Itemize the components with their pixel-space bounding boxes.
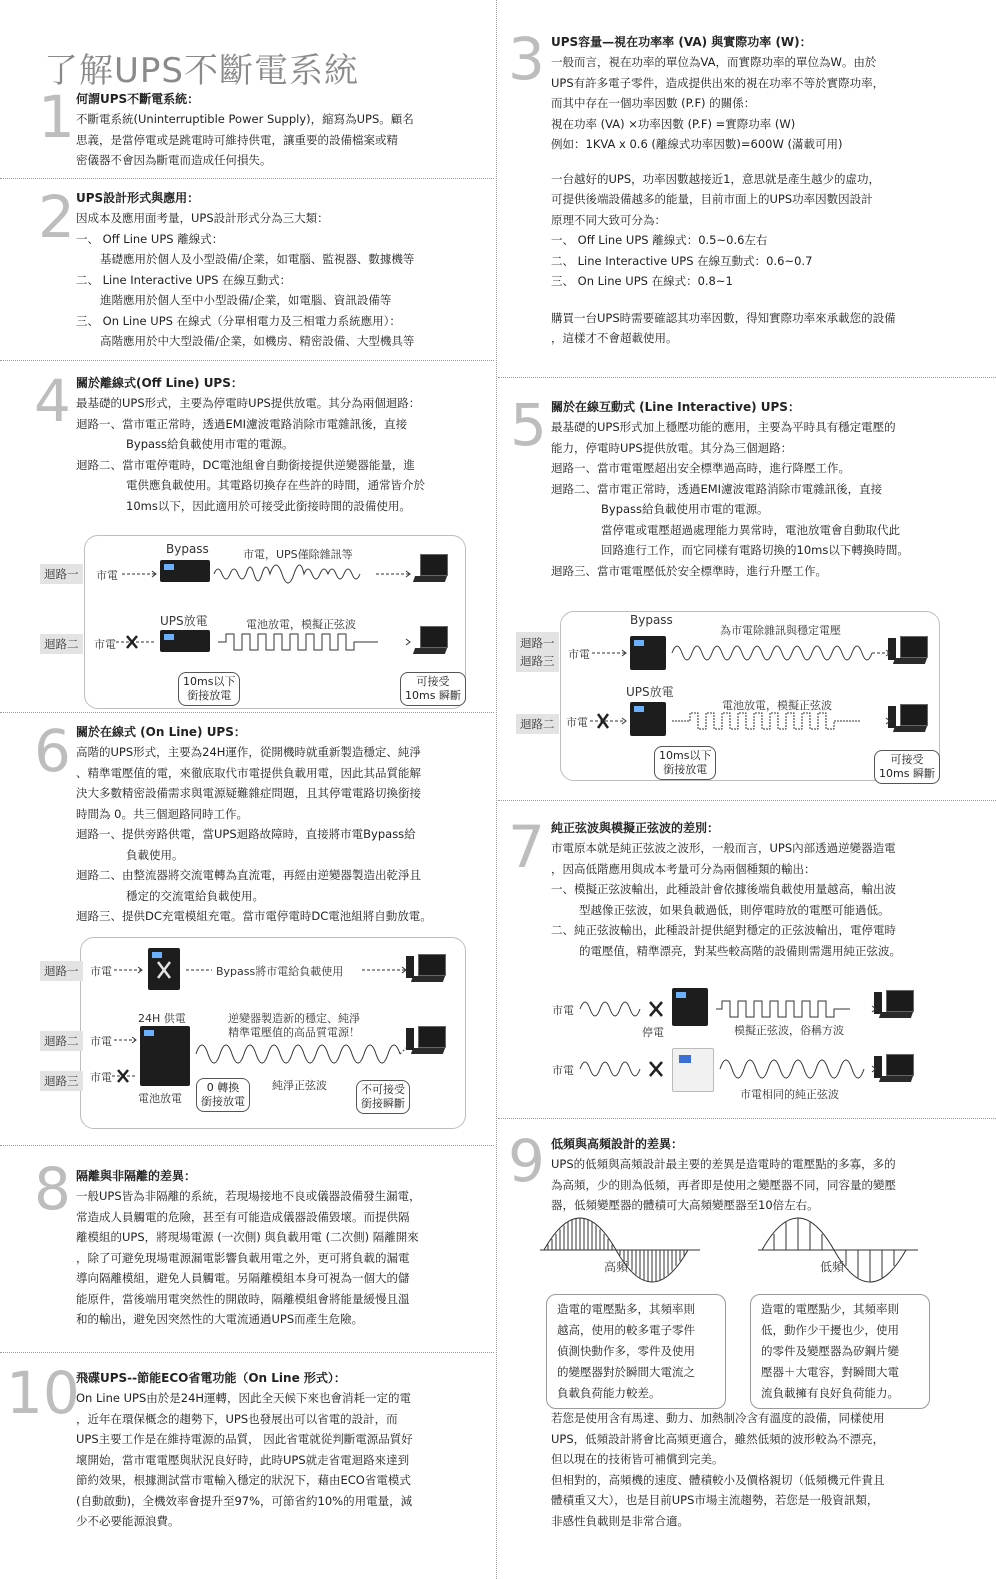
section-number: 9: [508, 1127, 545, 1195]
list-item: 一、 Off Line UPS 離線式：: [76, 231, 224, 246]
text-line: 可提供後端設備越多的能量，目前市面上的UPS功率因數因設計: [551, 192, 873, 206]
wave-label: 市電，UPS僅除雜訊等: [243, 548, 353, 561]
section-title: 飛碟UPS--節能ECO省電功能（On Line 形式）：: [76, 1371, 346, 1385]
text-line: 高階應用於中大型設備/企業，如機房、精密設備、大型機具等: [100, 334, 415, 348]
section-title: 低頻與高頻設計的差異：: [551, 1137, 684, 1151]
text-line: 能力，停電時UPS提供放電。其分為三個迴路：: [551, 440, 793, 455]
text-line: 視在功率 (VA) ×功率因數 (P.F) =實際功率 (W): [551, 116, 796, 131]
mains-label: 市電: [94, 638, 116, 651]
section-number: 6: [34, 717, 71, 785]
text-line: 一般UPS皆為非隔離的系統，若現場接地不良或儀器設備發生漏電，: [76, 1189, 421, 1203]
text-line: UPS，低頻設計將會比高頻更適合，雖然低頻的波形較為不漂亮，: [551, 1431, 885, 1446]
text-line: 負載使用。: [126, 847, 184, 862]
text-line: 穩定的交流電給負載使用。: [126, 888, 264, 903]
bypass-label: Bypass: [166, 542, 209, 556]
text-line: 迴路二、由整流器將交流電轉為直流電，再經由逆變器製造出乾淨且: [76, 868, 421, 882]
text-line: (自動啟動)，全機效率會提升至97%，可節省約10%的用電量，減: [76, 1493, 413, 1508]
list-item: 二、 Line Interactive UPS 在線互動式：: [76, 272, 292, 287]
text-line: 當停電或電壓超過處理能力異常時，電池放電會自動取代此: [601, 522, 900, 537]
text-line: 思義，是當停電或是跳電時可維持供電，讓重要的設備檔案或精: [76, 132, 398, 147]
text-line: 但相對的，高頻機的速度、體積較小及價格親切（低頻機元件貴且: [551, 1472, 885, 1487]
text-line: 例如：1KVA x 0.6 (離線式功率因數)=600W (滿載可用): [551, 137, 843, 151]
text-line: 造電的電壓點多，其頻率則: [557, 1302, 695, 1316]
section-title: 隔離與非隔離的差異：: [76, 1169, 197, 1183]
text-line: 因成本及應用面考量，UPS設計形式分為三大類：: [76, 211, 329, 225]
text-line: 購買一台UPS時需要確認其功率因數，得知實際功率來承載您的設備: [551, 310, 896, 325]
text-line: 的變壓器對於瞬間大電流之: [557, 1365, 695, 1379]
text-line: 壞開始，當市電電壓與狀況良好時，此時UPS就走省電迴路來達到: [76, 1452, 410, 1467]
text-line: 負載負荷能力較差。: [557, 1386, 661, 1400]
list-item: 一、 Off Line UPS 離線式：0.5~0.6左右: [551, 233, 768, 247]
text-line: 迴路一、當市電電壓超出安全標準過高時，進行降壓工作。: [551, 461, 850, 475]
loop-label: 迴路三: [40, 1071, 83, 1091]
tolerance-callout: 可接受 10ms 瞬斷: [874, 750, 940, 784]
text-line: 原理不同大致可分為：: [551, 212, 666, 227]
text-line: 基礎應用於個人及小型設備/企業，如電腦、監視器、數據機等: [100, 252, 415, 266]
text-line: 節約效果，根據測試當市電輸入穩定的狀況下，藉由ECO省電模式: [76, 1473, 411, 1487]
text-line: UPS主要工作是在維持電源的品質， 因此省電就從判斷電源品質好: [76, 1432, 413, 1446]
text-line: ，這樣才不會超載使用。: [551, 331, 678, 345]
outage-label: 停電: [642, 1026, 664, 1039]
text-line: 造電的電壓點少，其頻率則: [761, 1302, 899, 1316]
section-eco-mode: [76, 1368, 413, 1532]
h24-label: 24H 供電: [138, 1012, 186, 1025]
text-line: 越高，使用的較多電子零件: [557, 1323, 695, 1337]
text-line: 迴路一、提供旁路供電，當UPS迴路故障時，直接將市電Bypass給: [76, 827, 416, 841]
inverter-label: 逆變器製造新的穩定、純淨 精準電壓值的高品質電源！: [228, 1012, 360, 1039]
bypass-label: Bypass: [630, 613, 673, 627]
text-line: 若您是使用含有馬達、動力、加熱制冷含有溫度的設備，同樣使用: [551, 1411, 885, 1425]
section-number: 7: [508, 813, 545, 881]
text-line: 壓器＋大電容，對瞬間大電: [761, 1365, 899, 1379]
zero-switch-callout: 0 轉換 銜接放電: [196, 1078, 250, 1112]
text-line: 回路進行工作，而它同樣有電路切換的10ms以下轉換時間。: [601, 543, 909, 557]
simulated-sine-label: 模擬正弦波，俗稱方波: [734, 1024, 844, 1037]
text-line: ，因高低階應用與成本考量可分為兩個種類的輸出：: [551, 861, 816, 876]
text-line: Bypass給負載使用市電的電源。: [126, 437, 294, 451]
text-line: UPS的低頻與高頻設計最主要的差異是造電時的電壓點的多寡，多的: [551, 1157, 896, 1171]
mains-label: 市電: [96, 569, 118, 582]
section-number: 5: [510, 391, 547, 459]
text-line: 不斷電系統(Uninterruptible Power Supply)，縮寫為UPS。顧名: [76, 112, 414, 126]
text-line: 和的輸出，避免因突然性的大電流通過UPS而產生危險。: [76, 1312, 364, 1326]
high-frequency-note: [546, 1294, 726, 1409]
text-line: 一台越好的UPS，功率因數越接近1，意思就是產生越少的虛功，: [551, 171, 880, 186]
text-line: 能原件，當後端用電突然性的開啟時，隔離模組會將能量緩慢且溫: [76, 1291, 410, 1306]
text-line: 離模組的UPS，將現場電源 (一次側) 與負載用電 (二次側) 隔離開來: [76, 1230, 419, 1244]
loop-label: 迴路一: [40, 564, 83, 584]
section-title: 關於離線式(Off Line) UPS：: [76, 376, 243, 390]
bypass-label: Bypass將市電給負載使用: [216, 965, 344, 978]
text-line: 非感性負載則是非常合適。: [551, 1513, 689, 1528]
section-frequency-summary: [551, 1408, 885, 1531]
section-title: UPS容量—視在功率率 (VA) 與實際功率 (W)：: [551, 35, 812, 49]
low-frequency-note: [750, 1294, 930, 1409]
text-line: 體積重又大），也是目前UPS市場主流趨勢，若您是一般資訊類，: [551, 1493, 879, 1507]
section-number: 2: [38, 183, 75, 251]
switch-time-callout: 10ms以下 銜接放電: [654, 746, 716, 780]
wave-label: 電池放電，模擬正弦波: [246, 618, 356, 631]
text-line: 二、純正弦波輸出，此種設計提供絕對穩定的正弦波輸出，電停電時: [551, 923, 896, 937]
wave-label: 為市電除雜訊與穩定電壓: [720, 624, 841, 637]
text-line: 偵測快動作多，零件及使用: [557, 1344, 695, 1358]
mains-label: 市電: [90, 965, 112, 978]
list-item: 二、 Line Interactive UPS 在線互動式：0.6~0.7: [551, 253, 813, 268]
text-line: 低，動作少干擾也少，使用: [761, 1323, 899, 1337]
text-line: On Line UPS由於是24H運轉，因此全天候下來也會消耗一定的電: [76, 1391, 412, 1405]
text-line: 流負載擁有良好負荷能力。: [761, 1386, 899, 1400]
text-line: 市電原本就是純正弦波之波形，一般而言，UPS內部透過逆變器造電: [551, 841, 896, 855]
loop-label: 迴路一 迴路三: [516, 632, 559, 672]
mains-label: 市電: [552, 1004, 574, 1017]
section-title: 何謂UPS不斷電系統：: [76, 92, 200, 106]
section-number: 3: [508, 25, 545, 93]
text-line: 而其中存在一個功率因數 (P.F) 的關係：: [551, 96, 756, 110]
mains-label: 市電: [552, 1064, 574, 1077]
pure-sine-label: 純淨正弦波: [272, 1079, 327, 1092]
text-line: 一般而言，視在功率的單位為VA，而實際功率的單位為W。由於: [551, 55, 877, 69]
text-line: ，除了可避免現場電源漏電影響負載用電之外，更可將負載的漏電: [76, 1250, 410, 1265]
text-line: 10ms以下，因此適用於可接受此銜接時間的設備使用。: [126, 498, 411, 513]
text-line: 電供應負載使用。其電路切換存在些許的時間，通常皆介於: [126, 478, 425, 492]
text-line: 迴路三、提供DC充電模組充電。當市電停電時DC電池組將自動放電。: [76, 909, 432, 923]
text-line: Bypass給負載使用市電的電源。: [601, 502, 769, 516]
section-title: 純正弦波與模擬正弦波的差別：: [551, 821, 720, 835]
loop-label: 迴路二: [40, 634, 83, 654]
mains-label: 市電: [568, 648, 590, 661]
tolerance-callout: 可接受 10ms 瞬斷: [400, 672, 466, 706]
text-line: 進階應用於個人至中小型設備/企業，如電腦、資訊設備等: [100, 293, 392, 307]
high-frequency-label: 高頻: [604, 1260, 629, 1274]
text-line: 迴路三、當市電電壓低於安全標準時，進行升壓工作。: [551, 563, 827, 578]
text-line: 導向隔離模組，避免人員觸電。另隔離模組本身可視為一個大的儲: [76, 1271, 410, 1285]
text-line: 迴路二、當市電停電時，DC電池組會自動銜接提供逆變器能量，進: [76, 457, 415, 472]
list-item: 三、 On Line UPS 在線式：0.8~1: [551, 274, 733, 288]
text-line: 最基礎的UPS形式加上穩壓功能的應用，主要為平時具有穩定電壓的: [551, 420, 896, 434]
text-line: 器，低頻變壓器的體積可大高頻變壓器至10倍左右。: [551, 1198, 819, 1212]
text-line: 常造成人員觸電的危險，甚至有可能造成儀器設備毀壞。而提供隔: [76, 1209, 410, 1224]
text-line: 迴路二、當市電正常時，透過EMI濾波電路消除市電雜訊後，直接: [551, 481, 883, 496]
section-title: 關於在線式 (On Line) UPS：: [76, 725, 246, 739]
section-number: 1: [38, 83, 75, 151]
ups-discharge-label: UPS放電: [160, 614, 208, 628]
text-line: 最基礎的UPS形式，主要為停電時UPS提供放電。其分為兩個迴路：: [76, 396, 421, 410]
low-frequency-label: 低頻: [820, 1260, 845, 1274]
text-line: ，近年在環保概念的趨勢下，UPS也發展出可以省電的設計，而: [76, 1411, 398, 1426]
text-line: 少不必要能源浪費。: [76, 1514, 180, 1528]
list-item: 三、 On Line UPS 在線式（分單相電力及三相電力系統應用）：: [76, 313, 401, 328]
text-line: 決大多數精密設備需求與電源疑難雜症問題，且其停電電路切換銜接: [76, 786, 421, 800]
text-line: 、精準電壓值的電，來徹底取代市電提供負載用電，因此其品質能解: [76, 765, 421, 780]
text-line: 迴路一、當市電正常時，透過EMI濾波電路消除市電雜訊後，直接: [76, 416, 408, 431]
wave-label: 電池放電，模擬正弦波: [722, 699, 832, 712]
section-title: UPS設計形式與應用：: [76, 191, 200, 205]
pure-sine-label: 市電相同的純正弦波: [740, 1088, 839, 1101]
text-line: 一、模擬正弦波輸出，此種設計會依據後端負載使用量越高，輸出波: [551, 882, 896, 896]
switch-time-callout: 10ms以下 銜接放電: [178, 672, 240, 706]
text-line: 的電壓值，精準漂亮，對某些較高階的設備則需選用純正弦波。: [579, 943, 901, 958]
text-line: 的零件及變壓器為矽鋼片變: [761, 1344, 899, 1358]
no-interrupt-callout: 不可接受 銜接瞬斷: [356, 1080, 410, 1114]
loop-label: 迴路二: [40, 1031, 83, 1051]
section-number: 8: [34, 1155, 71, 1223]
text-line: 但以現在的技術皆可補償到完美。: [551, 1452, 724, 1466]
mains-label: 市電: [566, 716, 588, 729]
section-number: 4: [34, 367, 71, 435]
loop-label: 迴路一: [40, 961, 83, 981]
text-line: 密儀器不會因為斷電而造成任何損失。: [76, 153, 272, 167]
loop-label: 迴路二: [516, 714, 559, 734]
section-title: 關於在線互動式 (Line Interactive) UPS：: [551, 400, 800, 414]
mains-label: 市電: [90, 1071, 112, 1084]
text-line: UPS有許多電子零件，造成提供出來的視在功率不等於實際功率，: [551, 75, 885, 90]
text-line: 高階的UPS形式，主要為24H運作，從開機時就重新製造穩定、純淨: [76, 745, 421, 759]
mains-label: 市電: [90, 1035, 112, 1048]
battery-label: 電池放電: [138, 1092, 182, 1105]
ups-discharge-label: UPS放電: [626, 685, 674, 699]
text-line: 型越像正弦波，如果負載過低，則停電時放的電壓可能過低。: [579, 902, 890, 917]
page-title: 了解UPS不斷電系統: [44, 50, 359, 91]
text-line: 時間為 0。共三個迴路同時工作。: [76, 806, 248, 821]
text-line: 為高頻，少的則為低頻，再者即是使用之變壓器不同，同容量的變壓: [551, 1177, 896, 1192]
section-number: 10: [6, 1359, 80, 1427]
